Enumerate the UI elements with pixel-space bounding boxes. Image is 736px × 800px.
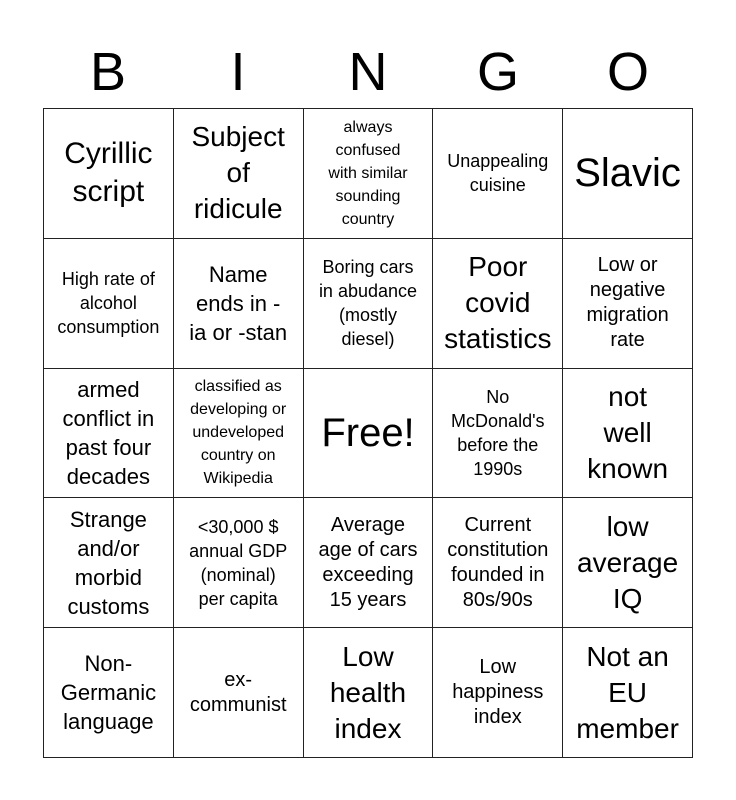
bingo-cell[interactable] <box>433 109 563 239</box>
cell-text: always confused with similar sounding country <box>328 118 408 228</box>
header-letter-o: O <box>606 42 649 102</box>
bingo-cell[interactable] <box>304 369 434 499</box>
cell-text: Unappealing cuisine <box>447 151 549 196</box>
cell-text: No McDonald's before the 1990s <box>451 386 545 479</box>
cell-text: not well known <box>587 380 669 484</box>
bingo-cell[interactable] <box>433 239 563 369</box>
cell-text: Low or negative migration rate <box>586 254 669 352</box>
cell-text: Boring cars in abudance (mostly diesel) <box>318 257 418 350</box>
header-letter-n: N <box>348 42 388 102</box>
header-letter-i: I <box>230 42 246 102</box>
cell-text: High rate of alcohol consumption <box>57 269 160 338</box>
cell-text: low average IQ <box>577 510 679 614</box>
bingo-cell[interactable] <box>563 239 693 369</box>
cell-text: classified as developing or undeveloped country on Wikipedia <box>190 378 287 488</box>
cell-text: Free! <box>321 410 415 455</box>
header-letter-b: B <box>89 42 127 102</box>
cell-text: Not an EU member <box>576 640 679 744</box>
cell-text: Slavic <box>574 151 681 196</box>
bingo-cell[interactable] <box>174 109 304 239</box>
bingo-cell[interactable] <box>563 628 693 758</box>
bingo-header <box>43 40 693 104</box>
cell-text: Current constitution founded in 80s/90s <box>447 513 549 611</box>
header-letter-g: G <box>476 42 519 102</box>
bingo-cell[interactable] <box>44 498 174 628</box>
cell-text: Non- Germanic language <box>60 651 157 735</box>
bingo-cell[interactable] <box>44 109 174 239</box>
bingo-cell[interactable] <box>563 498 693 628</box>
bingo-cell[interactable] <box>563 109 693 239</box>
bingo-cell[interactable] <box>304 628 434 758</box>
cell-text: Name ends in - ia or -stan <box>189 261 288 345</box>
cell-text: Cyrillic script <box>64 137 153 209</box>
cell-text: Strange and/or morbid customs <box>67 506 150 619</box>
bingo-cell[interactable] <box>44 239 174 369</box>
cell-text: Average age of cars exceeding 15 years <box>318 513 418 611</box>
cell-text: <30,000 $ annual GDP (nominal) per capita <box>189 516 288 609</box>
bingo-cell[interactable] <box>44 628 174 758</box>
cell-text: Subject of ridicule <box>191 121 285 225</box>
bingo-cell[interactable] <box>304 498 434 628</box>
bingo-board <box>43 108 693 758</box>
bingo-cell[interactable] <box>174 369 304 499</box>
bingo-cell[interactable] <box>174 628 304 758</box>
bingo-cell[interactable] <box>44 369 174 499</box>
bingo-cell[interactable] <box>174 498 304 628</box>
bingo-cell[interactable] <box>433 498 563 628</box>
bingo-cell[interactable] <box>563 369 693 499</box>
bingo-cell[interactable] <box>433 369 563 499</box>
bingo-cell[interactable] <box>304 109 434 239</box>
bingo-cell[interactable] <box>304 239 434 369</box>
cell-text: Poor covid statistics <box>444 251 552 355</box>
bingo-cell[interactable] <box>174 239 304 369</box>
cell-text: ex- communist <box>189 668 287 716</box>
bingo-cell[interactable] <box>433 628 563 758</box>
cell-text: armed conflict in past four decades <box>62 376 155 489</box>
cell-text: Low health index <box>329 640 407 744</box>
cell-text: Low happiness index <box>452 656 544 729</box>
